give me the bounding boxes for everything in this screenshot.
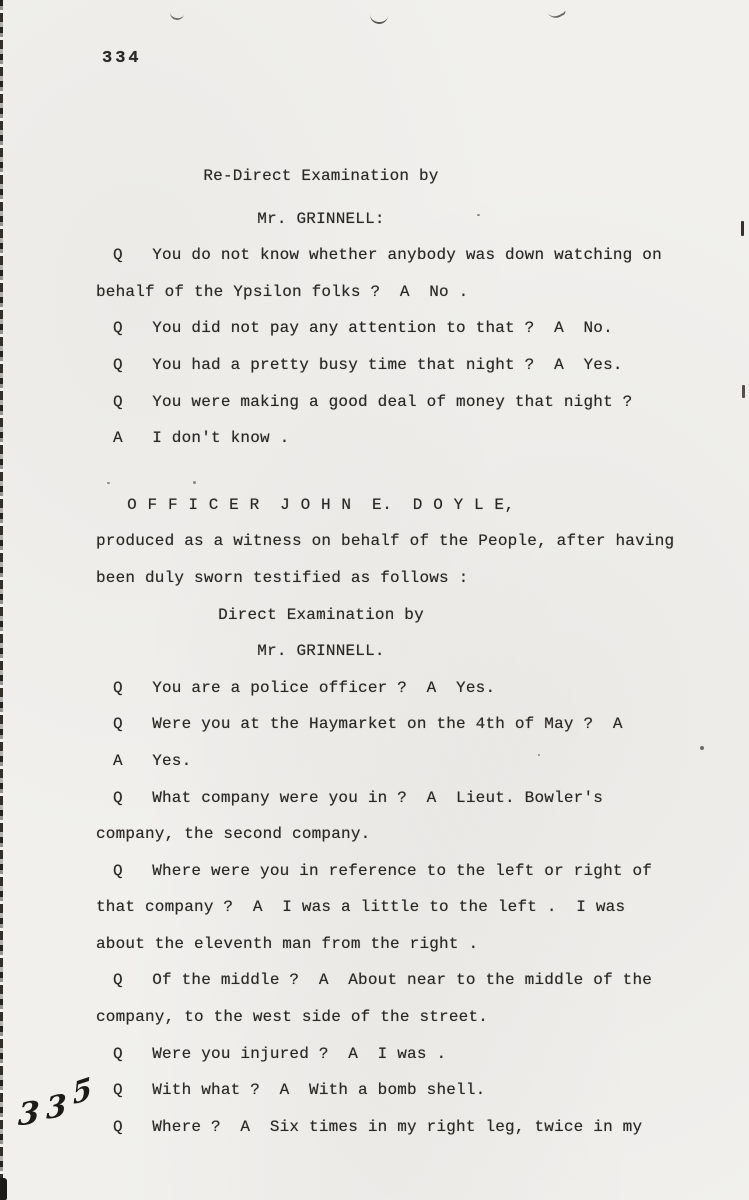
transcript-line-question: Q What company were you in ? A Lieut. Bowler's bbox=[113, 788, 604, 807]
transcript-line-question: Q Were you at the Haymarket on the 4th of May ? A bbox=[113, 715, 623, 734]
transcript-line-continuation: been duly sworn testified as follows : bbox=[96, 568, 469, 587]
transcript-line-question: Q You did not pay any attention to that ? A No. bbox=[113, 319, 613, 338]
transcript-line-question: Q Of the middle ? A About near to the middle of the bbox=[113, 971, 653, 990]
margin-tick-mark bbox=[741, 221, 744, 236]
handwritten-digit: 3 bbox=[46, 1087, 67, 1128]
transcript-line-question: Q With what ? A With a bomb shell. bbox=[113, 1081, 486, 1100]
page-number-typed: 334 bbox=[102, 49, 142, 68]
transcript-line-continuation: produced as a witness on behalf of the People, after having bbox=[96, 532, 675, 551]
transcript-line-question: Q You are a police officer ? A Yes. bbox=[113, 678, 496, 697]
transcript-line-answer: A Yes. bbox=[113, 751, 192, 770]
transcript-line-question: Q Where were you in reference to the left or right of bbox=[113, 861, 653, 880]
transcript-line-heading: Direct Examination by bbox=[218, 605, 424, 624]
transcript-line-heading: Mr. GRINNELL. bbox=[257, 642, 385, 661]
page-number-handwritten bbox=[16, 1070, 116, 1142]
transcript-line-answer: A I don't know . bbox=[113, 429, 290, 448]
speck bbox=[700, 746, 704, 750]
transcript-line-continuation: that company ? A I was a little to the left . I was bbox=[96, 898, 626, 917]
handwritten-digit: 5 bbox=[71, 1070, 93, 1112]
transcript-body bbox=[96, 158, 696, 1145]
smudge-mark bbox=[169, 7, 185, 21]
transcript-line-continuation: behalf of the Ypsilon folks ? A No . bbox=[96, 282, 469, 301]
transcript-line-continuation: company, to the west side of the street. bbox=[96, 1008, 489, 1027]
transcript-line-continuation: about the eleventh man from the right . bbox=[96, 934, 479, 953]
transcript-line-question: Q You do not know whether anybody was down watching on bbox=[113, 246, 662, 265]
transcript-line-subheading: Mr. GRINNELL: bbox=[257, 209, 385, 228]
transcript-line-question: Q You had a pretty busy time that night ? A Yes. bbox=[113, 355, 623, 374]
transcript-line-section-heading: O F F I C E R J O H N E. D O Y L E, bbox=[127, 495, 515, 514]
smudge-mark bbox=[370, 9, 389, 24]
transcript-line-heading: Re-Direct Examination by bbox=[203, 167, 439, 185]
margin-tick-mark bbox=[742, 385, 745, 398]
handwritten-digit: 3 bbox=[17, 1094, 41, 1134]
transcript-line-question: Q You were making a good deal of money that night ? bbox=[113, 392, 633, 411]
transcript-line-question: Q Were you injured ? A I was . bbox=[113, 1044, 447, 1063]
smudge-mark bbox=[546, 3, 567, 22]
transcript-line-continuation: company, the second company. bbox=[96, 825, 371, 844]
scan-edge-blob bbox=[0, 1178, 7, 1200]
scan-edge-strip bbox=[0, 0, 3, 1200]
transcript-line-question: Q Where ? A Six times in my right leg, twice in my bbox=[113, 1117, 643, 1136]
